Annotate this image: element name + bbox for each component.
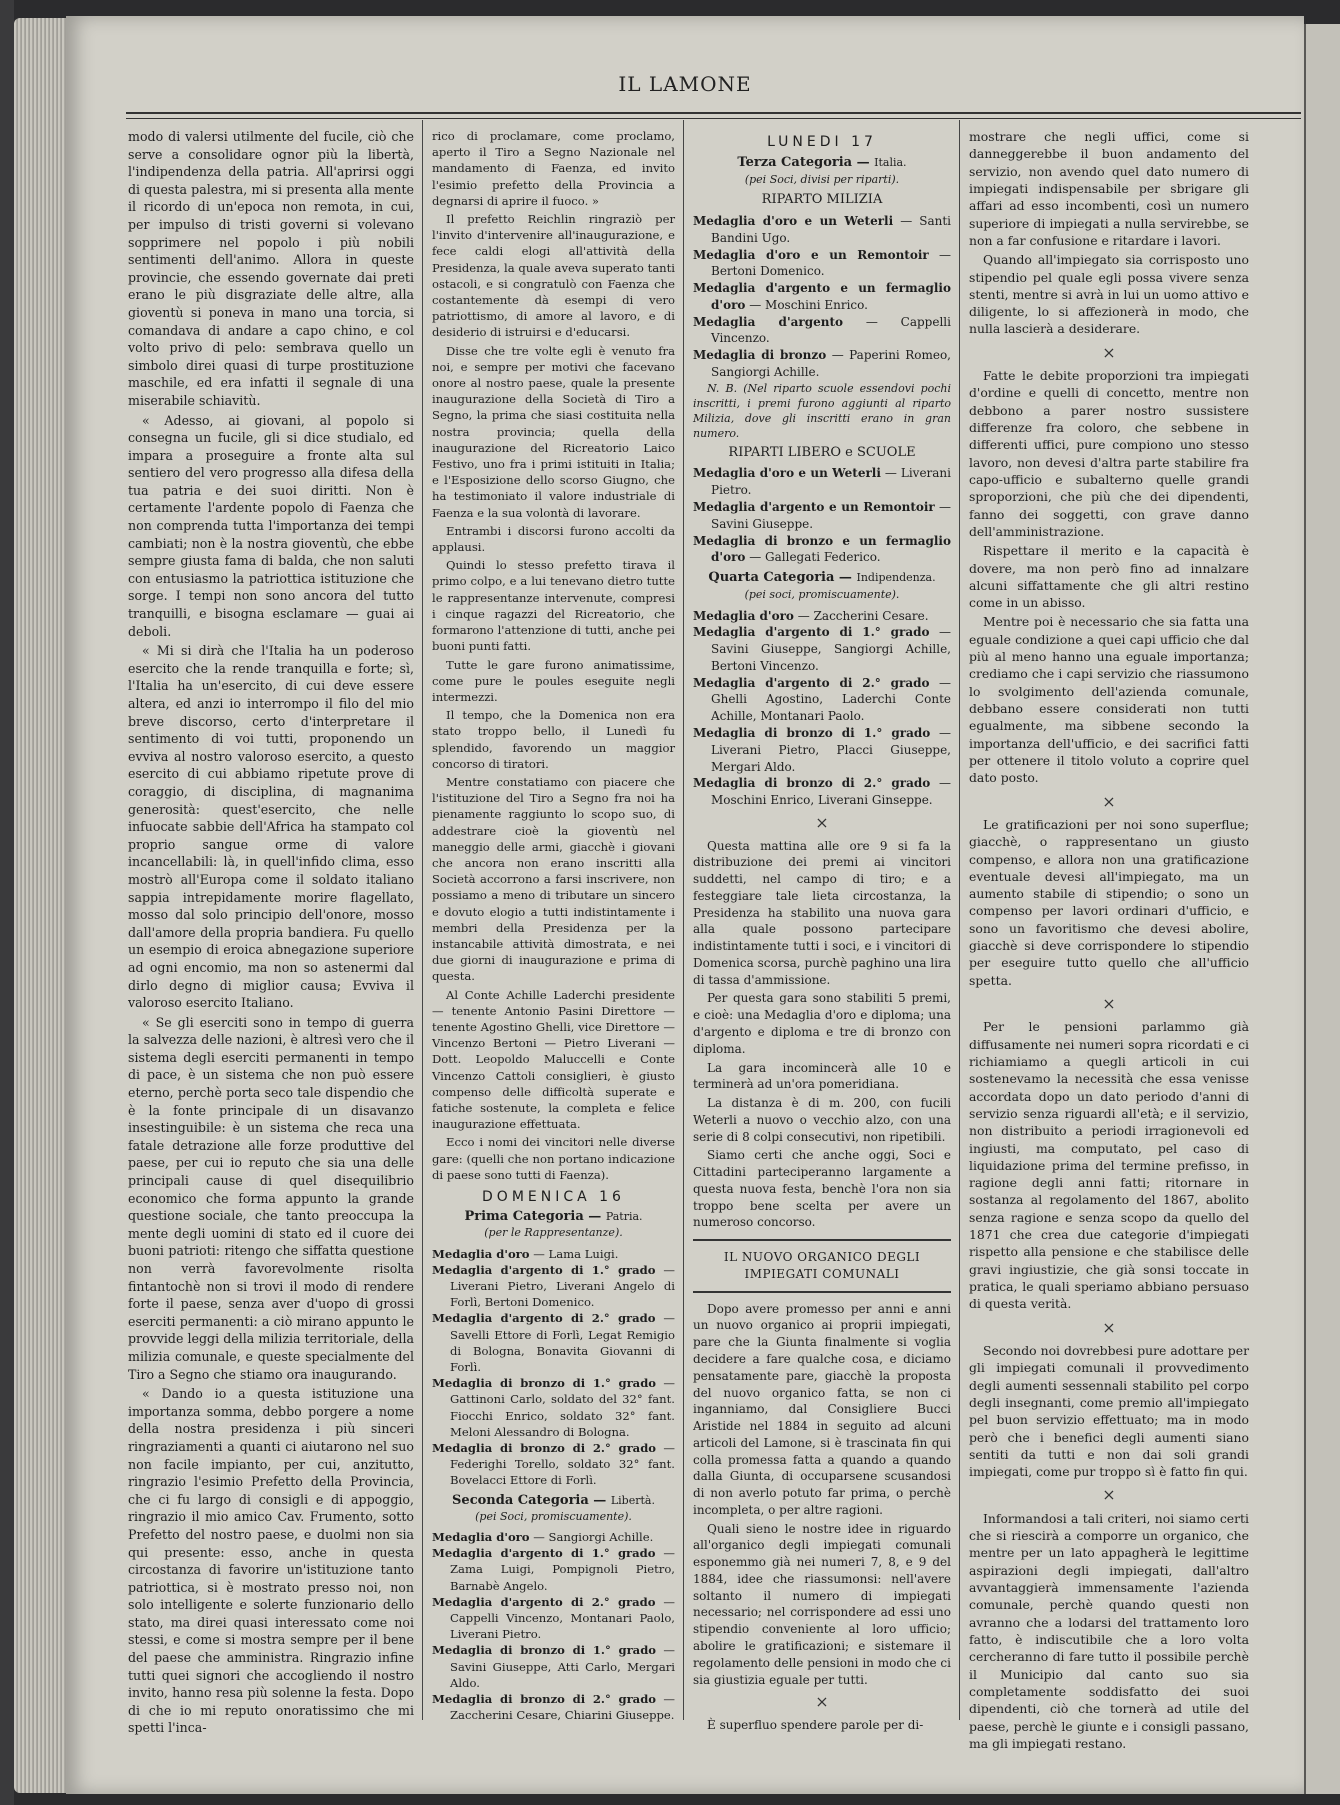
category-tag: Libertà. <box>610 1493 655 1507</box>
medal-entry: Medaglia d'oro — Lama Luigi. <box>432 1246 619 1261</box>
category-name: Seconda Categoria — <box>452 1492 607 1508</box>
medal-entry: Medaglia d'argento di 1.° grado — Zama Luigi, Pompignoli Pietro, Barnabè Angelo. <box>432 1546 676 1593</box>
category-name: Terza Categoria — <box>737 154 870 170</box>
medal-entry: Medaglia d'argento di 2.° grado — Cappelli Vincenzo, Montanari Paolo, Liverani Pietro. <box>432 1594 676 1642</box>
separator-cross: × <box>1102 994 1116 1013</box>
section-heading: RIPARTO MILIZIA <box>761 192 883 208</box>
paragraph: Questa mattina alle ore 9 si fa la distribuzione dei premi ai vincitori suddetti, nel campo di tiro; e a festeggiare tale lieta circostanza, la Presidenza ha stabilito una nuova gara alla quale possono partecipare indistintamente tutti i soci, e i vincitori di Domenica scorsa, purchè paghino una lira di tassa d'ammissione. <box>693 838 951 987</box>
separator-cross: × <box>1102 1485 1116 1505</box>
category-subtitle: (per le Rappresentanze). <box>484 1226 623 1240</box>
paragraph: « Se gli eserciti sono in tempo di guerra la salvezza delle nazioni, è altresì vero che il sistema degli eserciti permanenti in tempo di pace, è un sistema che non può essere eterno, perchè porta seco tale dispendio che è la fonte principale di un disavanzo insestinguibile: è un sistema che reca una fatale detrazione alle forze produttive del paese, per cui io reputo che sia una delle principali cause di quel disequilibrio economico che forma appunto la grande questione sociale, che tanto preoccupa la mente degli uomini di stato ed il cuore dei buoni patrioti: ritengo che siffatta questione non verrà favorevolmente risolta fintantochè non si trovi il modo di rendere forte il paese, senza aver d'uopo di grossi eserciti permanenti: a ciò mirano appunto le provvide leggi della milizia territoriale, della milizia comunale, e queste specialmente del Tiro a Segno che stiamo ora inaugurando. <box>128 1014 414 1382</box>
category-tag: Patria. <box>605 1210 643 1224</box>
medal-entry: Medaglia d'oro e un Remontoir — Bertoni Domenico. <box>693 247 951 279</box>
medal-entry: Medaglia d'argento — Cappelli Vincenzo. <box>693 314 951 346</box>
separator-cross: × <box>815 812 829 832</box>
paragraph: Il prefetto Reichlin ringraziò per l'invito d'intervenire all'inaugurazione, e fece caldi elogi all'attività della Presidenza, la quale aveva superato tanti ostacoli, e si congratulò con Faenza che costantemente dà esempi di vero patriottismo, di amore al lavoro, e di desiderio di istruirsi e d'educarsi. <box>432 212 675 340</box>
paragraph: È superfluo spendere parole per di- <box>707 1718 924 1733</box>
category-heading <box>693 155 951 172</box>
column-3 <box>693 128 951 1736</box>
separator-cross: × <box>815 1692 829 1712</box>
medal-entry: Medaglia di bronzo — Paperini Romeo, Sangiorgi Achille. <box>693 348 952 379</box>
category-tag: Italia. <box>874 155 907 169</box>
paragraph: Quando all'impiegato sia corrisposto uno stipendio pel quale egli possa vivere senza stenti, mentre si avrà in lui un uomo attivo e diligente, lo si affezionerà in modo, che nulla lascierà a desiderare. <box>969 252 1249 337</box>
medal-entry: Medaglia d'argento di 1.° grado — Savini Giuseppe, Sangiorgi Achille, Bertoni Vincenzo. <box>693 625 951 673</box>
paragraph: mostrare che negli uffici, come si danneggerebbe il buon andamento del servizio, non avendo quel dato numero di impiegati indispensabile per sbrigare gli affari ad esso incombenti, così un numero superiore di impiegati a nulla servirebbe, se non a far confusione e ritardare i lavori. <box>969 129 1249 248</box>
paragraph: Rispettare il merito e la capacità è dovere, ma non però fino ad innalzare alcuni siffattamente che gli altri restino come in un abisso. <box>969 543 1249 611</box>
category-name: Prima Categoria — <box>464 1209 602 1225</box>
paragraph: Disse che tre volte egli è venuto fra noi, e sempre per motivi che facevano onore al nostro paese, quale la presente inaugurazione della Società di Tiro a Segno, la prima che siasi costituita nella nostra provincia; quella della inaugurazione del Ricreatorio Laico Festivo, uno fra i primi istituiti in Italia; e l'Esposizione dello scorso Giugno, che ha testimoniato il valore industriale di Faenza e la sua volontà di lavorare. <box>432 343 675 520</box>
category-subtitle: (pei Soci, divisi per riparti). <box>744 172 900 186</box>
paragraph: « Mi si dirà che l'Italia ha un poderoso esercito che la rende tranquilla e forte; sì, l'Italia ha un'esercito, di cui deve essere altera, ed anzi io interrompo il filo del mio breve discorso, certo d'interpretare il sentimento di voi tutti, proponendo un evviva al nostro valoroso esercito, a questo esercito di cui abbiamo ripetute prove di coraggio, di disciplina, di magnanima generosità: quest'esercito, che nelle infuocate sabbie dell'Africa ha stampato col proprio sangue orme di valore incancellabili: là, in quell'infido clima, esso mostrò all'Europa come il soldato italiano sappia intrepidamente morire flagellato, mosso dal solo principio dell'onore, mosso dall'amore della propria bandiera. Fu quello un esempio di eroica abnegazione superiore ad ogni encomio, ma non so astenermi dal dirlo degno di miglior causa; Evviva il valoroso esercito Italiano. <box>128 643 414 1011</box>
medal-entry: Medaglia di bronzo e un fermaglio d'oro — Gallegati Federico. <box>693 533 951 565</box>
paragraph: Secondo noi dovrebbesi pure adottare per gli impiegati comunali il provvedimento degli aumenti sessennali stabilito pel corpo degli insegnanti, come premio all'impiegato pel buon servizio effettuato; ma in modo però che i benefici degli aumenti siano sentiti da tutti e non dai soli grandi impiegati, come pur troppo sì è fatto fin qui. <box>969 1342 1249 1480</box>
medal-entry: Medaglia di bronzo di 1.° grado — Savini Giuseppe, Atti Carlo, Mergari Aldo. <box>432 1643 675 1690</box>
medal-entry: Medaglia di bronzo di 1.° grado — Gattinoni Carlo, soldato del 32° fant. Fiocchi Enrico, soldato 32° fant. Meloni Alessandro di Bologna. <box>432 1376 675 1439</box>
paragraph: Quindi lo stesso prefetto tirava il primo colpo, e a lui tenevano dietro tutte le rappresentanze intervenute, compresi i cinque ragazzi del Ricreatorio, che formarono l'attenzione di tutti, anche pei buoni punti fatti. <box>432 558 675 654</box>
adjacent-page-edge <box>1304 24 1340 1794</box>
paragraph: Dopo avere promesso per anni e anni un nuovo organico ai proprii impiegati, pare che la Giunta finalmente si voglia decidere a fare qualche cosa, e diciamo pensatamente pare, giacchè la proposta del nuovo organico fatta, se non ci inganniamo, dal Consigliere Bucci Aristide nel 1884 in seguito ad alcuni articoli del Lamone, si è trascinata fin qui colla promessa fatta a quando a quando dalla Giunta, di occuparsene scusandosi di non averlo potuto far prima, o perchè incompleta, o per altre ragioni. <box>693 1301 951 1517</box>
medal-entry: Medaglia di bronzo di 2.° grado — Federighi Torello, soldato 32° fant. Bovelacci Ettore di Forlì. <box>432 1441 675 1488</box>
paragraph: Al Conte Achille Laderchi presidente — tenente Antonio Pasini Direttore — tenente Agostino Ghelli, vice Direttore — Vincenzo Bertoni — Pietro Liverani — Dott. Leopoldo Maluccelli e Conte Vincenzo Cattoli consiglieri, è giusto compenso delle difficoltà superate e fatiche sostenute, la completa e felice inaugurazione effettuata. <box>432 987 675 1132</box>
column-1 <box>128 128 414 1739</box>
separator-cross: × <box>1102 342 1116 362</box>
column-rule-1 <box>422 120 423 1720</box>
paragraph: Mentre poi è necessario che sia fatta una eguale condizione a quei capi ufficio che dal più al meno hanno una eguale importanza; crediamo che i capi servizio che riassumono lo svolgimento dell'azienda comunale, debbano essere considerati non tutti egualmente, ma sibbene secondo la importanza dell'ufficio, e dei sacrifici fatti per ottenere il titolo voluto a coprire quel dato posto. <box>969 614 1249 786</box>
paragraph: Quali sieno le nostre idee in riguardo all'organico degli impiegati comunali esponemmo già nei numeri 7, 8, e 9 del 1884, idee che riassumonsi: nell'avere soltanto il numero di impiegati necessario; nel corrispondere ad essi uno stipendio conveniente al loro ufficio; abolire le gratificazioni; e sistemare il regolamento delle pensioni in modo che ci sia giustizia eguale per tutti. <box>693 1521 951 1687</box>
medal-entry: Medaglia d'argento e un Remontoir — Savini Giuseppe. <box>693 500 951 531</box>
medal-entry: Medaglia d'oro — Sangiorgi Achille. <box>432 1530 654 1545</box>
paragraph: Per questa gara sono stabiliti 5 premi, e cioè: una Medaglia d'oro e diploma; una d'argento e diploma e tre di bronzo con diploma. <box>693 991 951 1056</box>
paragraph: « Adesso, ai giovani, al popolo si consegna un fucile, gli si dice studialo, ed impara a proseguire a fronte alta sul sentiero del vero progresso alla difesa della tua patria e dei suoi diritti. Non è certamente l'ardente popolo di Faenza che non comprenda tutta l'importanza dei tempi cambiati; non è la nostra gioventù, che ebbe sempre giusta fama di balda, che non saluti con entusiasmo la patriottica istituzione che sorge. I tempi non sono ancora del tutto tranquilli, e bisogna esclamare — guai ai deboli. <box>128 412 414 639</box>
header-rule <box>126 112 1301 119</box>
paragraph: La gara incomincerà alle 10 e terminerà ad un'ora pomeridiana. <box>693 1060 951 1092</box>
paragraph: Entrambi i discorsi furono accolti da applausi. <box>432 523 675 555</box>
medal-entry: Medaglia di bronzo di 2.° grado — Moschini Enrico, Liverani Ginseppe. <box>693 776 951 808</box>
separator-cross: × <box>1102 1317 1116 1337</box>
paragraph: Mentre constatiamo con piacere che l'istituzione del Tiro a Segno fra noi ha pienamente raggiunto lo scopo suo, di addestrare cioè la gioventù nel maneggio delle armi, giacchè i giovani che ancora non erano inscritti alla Società accorrono a farsi inscrivere, non possiamo a meno di tributare un sincero e dovuto elogio a tutti indistintamente i membri della Presidenza per la instancabile attività dimostrata, e nei due giorni di inaugurazione e prima di questa. <box>432 774 675 984</box>
category-subtitle: (pei soci, promiscuamente). <box>744 587 900 601</box>
medal-entry: Medaglia di bronzo di 2.° grado — Zaccherini Cesare, Chiarini Giuseppe. <box>432 1692 675 1723</box>
paragraph: Le gratificazioni per noi sono superflue; giacchè, o rappresentano un giusto compenso, e allora non una gratificazione eventuale devesi all'impiegato, ma un aumento stabile di stipendio; o sono un compenso per lavori ordinari d'ufficio, e sono un favoritismo che devesi abolire, giacchè si deve corrispondere lo stipendio per eseguire tutto quello che all'ufficio spetta. <box>969 816 1249 988</box>
medal-entry: Medaglia d'argento e un fermaglio d'oro — Moschini Enrico. <box>693 281 951 312</box>
article-heading: IL NUOVO ORGANICO DEGLI IMPIEGATI COMUNALI <box>693 1239 951 1293</box>
page-edges <box>14 18 72 1793</box>
category-subtitle: (pei Soci, promiscuamente). <box>475 1509 632 1523</box>
column-4 <box>969 128 1249 1754</box>
medal-entry: Medaglia d'oro — Zaccherini Cesare. <box>693 608 929 623</box>
category-heading <box>693 570 951 587</box>
paragraph: « Dando io a questa istituzione una importanza somma, debbo porgere a nome della nostra presidenza i più sinceri ringraziamenti a quanti ci aiutarono nel suo non facile impianto, per cui, anzitutto, ringrazio l'esimio Prefetto della Provincia, che ci fu largo di consigli e di appoggio, ringrazio il mio amico Cav. Frumento, sotto Prefetto del nostro paese, e duolmi non sia qui presente: esso, anche in questa circostanza di favorire un'istituzione tanto patriottica, si è mostrato presso noi, non solo intelligente e solerte funzionario dello stato, ma direi quasi interessato come noi stessi, e come si mostra sempre per il bene del paese che amministra. Ringrazio infine tutti quei signori che accogliendo il nostro invito, hanno resa più solenne la festa. Dopo di che io mi reputo onoratissimo che mi spetti l'inca- <box>128 1386 414 1736</box>
paragraph: Per le pensioni parlammo già diffusamente nei numeri sopra ricordati e ci richiamiamo a quegli articoli in cui sostenevamo la necessità che essa venisse accordata dopo un dato periodo d'anni di servizio senza riguardi all'età; e il servizio, non distribuito a periodi irragionevoli ed ingiusti, ma computato, pel caso di liquidazione prima del termine prefisso, in ragione degli anni fatti; ritornare in sostanza al regolamento del 1867, abolito senza ragione e senza scopo da quello del 1871 che crea due categorie d'impiegati rispetto alla pensione e che stabilisce delle gravi ingiustizie, che già sonsi toccate in pratica, le quali speriamo abbiano persuaso di questa verità. <box>969 1019 1249 1312</box>
medal-entry: Medaglia d'oro e un Weterli — Liverani Pietro. <box>693 466 951 498</box>
page-title: IL LAMONE <box>618 72 752 96</box>
column-2 <box>432 128 675 1724</box>
medal-entry: Medaglia d'oro e un Weterli — Santi Bandini Ugo. <box>693 214 951 245</box>
paragraph: La distanza è di m. 200, con fucili Weterli a nuovo o vecchio alzo, con una serie di 8 colpi consecutivi, non ripetibili. <box>693 1096 951 1144</box>
paragraph: Informandosi a tali criteri, noi siamo certi che si riescirà a comporre un organico, che mentre per un lato appagherà le legittime aspirazioni degli impiegati, dall'altro avvantaggierà immensamente l'azienda comunale, perchè quando questi non avranno che a lodarsi del trattamento loro fatto, è indiscutibile che a loro volta cercheranno di fare tutto il possibile perchè il Municipio dal canto suo sia completamente soddisfatto dei suoi dipendenti, ciò che tornerà ad utile del paese, perchè le giunte e i consigli passano, ma gli impiegati restano. <box>969 1510 1249 1751</box>
section-heading: RIPARTI LIBERO e SCUOLE <box>728 444 916 460</box>
medal-entry: Medaglia d'argento di 2.° grado — Ghelli Agostino, Laderchi Conte Achille, Montanari Paolo. <box>693 675 951 724</box>
category-tag: Indipendenza. <box>856 571 936 585</box>
category-heading <box>432 1493 675 1509</box>
day-heading: DOMENICA 16 <box>482 1189 625 1205</box>
medal-entry: Medaglia d'argento di 2.° grado — Savelli Ettore di Forlì, Legat Remigio di Bologna, Bonavita Giovanni di Forlì. <box>432 1311 676 1375</box>
paragraph: Tutte le gare furono animatissime, come pure le poules eseguite negli intermezzi. <box>432 657 675 704</box>
paragraph: rico di proclamare, come proclamo, aperto il Tiro a Segno Nazionale nel mandamento di Faenza, ed invito l'esimio prefetto della Provincia a degnarsi di aprire il fuoco. » <box>432 129 675 208</box>
column-rule-2 <box>683 120 684 1720</box>
medal-entry: Medaglia di bronzo di 1.° grado — Liverani Pietro, Placci Giuseppe, Mergari Aldo. <box>693 725 951 774</box>
paragraph: Ecco i nomi dei vincitori nelle diverse gare: (quelli che non portano indicazione di paese sono tutti di Faenza). <box>432 1135 675 1182</box>
medal-entry: Medaglia d'argento di 1.° grado — Liverani Pietro, Liverani Angelo di Forlì, Bertoni Domenico. <box>432 1262 676 1310</box>
day-heading: LUNEDI 17 <box>767 134 877 150</box>
paragraph: Fatte le debite proporzioni tra impiegati d'ordine e quelli di concetto, mentre non debbono a parer nostro sussistere differenze fra coloro, che sebbene in differenti uffici, pure compiono uno stesso lavoro, non devesi d'altra parte stabilire fra capo-ufficio e subalterno quelle grandi sproporzioni, che più che dei dipendenti, fanno dei soggetti, con grave danno dell'amministrazione. <box>969 368 1249 539</box>
paragraph: Il tempo, che la Domenica non era stato troppo bello, il Lunedì fu splendido, favorendo un maggior concorso di tiratori. <box>432 708 675 771</box>
newspaper-page <box>66 16 1304 1794</box>
book-spine <box>0 0 14 1805</box>
note: N. B. (Nel riparto scuole essendovi pochi inscritti, i premi furono aggiunti al riparto Milizia, dove gli inscritti erano in gran numero. <box>693 381 951 440</box>
separator-cross: × <box>1102 791 1116 811</box>
column-rule-3 <box>959 120 960 1720</box>
category-name: Quarta Categoria — <box>708 570 852 586</box>
category-heading <box>432 1209 675 1225</box>
paragraph: Siamo certi che anche oggi, Soci e Cittadini parteciperanno largamente a questa nuova festa, benchè l'ora non sia troppo bene scelta per avere un numeroso concorso. <box>693 1148 951 1230</box>
paragraph: modo di valersi utilmente del fucile, ciò che serve a consolidare ognor più la libertà, l'indipendenza della patria. All'aprirsi oggi di questa palestra, mi si presenta alla mente il ricordo di un'epoca non remota, in cui, per impulso di tristi governi si volevano sopprimere nel popolo i più nobili sentimenti dell'animo. Allora in queste provincie, che essendo governate dai preti erano le più disgraziate delle altre, alla gioventù si poneva in mano una torcia, si comandava di andare a capo chino, e col volto privo di pelo: sembrava quello un simbolo direi quasi di turpe prostituzione maschile, ed era infatti il segnale di una miserabile schiavitù. <box>128 129 414 408</box>
